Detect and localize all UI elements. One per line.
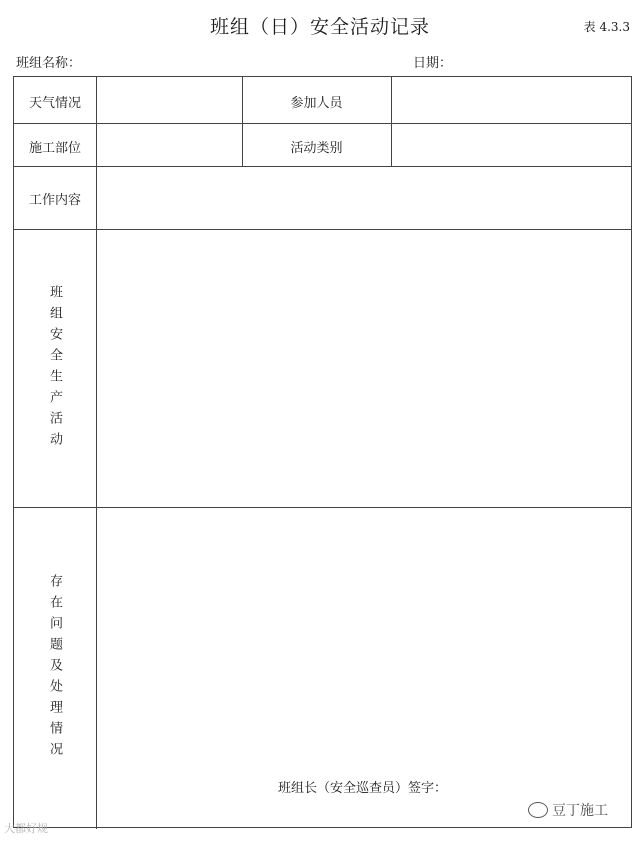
watermark-right — [528, 800, 608, 820]
watermark-left: 大都好规 — [4, 822, 48, 835]
label-column-divider — [96, 77, 97, 829]
work-content-label: 工作内容 — [28, 193, 81, 208]
team-name-label: 班组名称： — [16, 56, 82, 71]
table-number: 表 4.3.3 — [583, 20, 630, 34]
participants-label: 参加人员 — [290, 96, 343, 111]
watermark-right-text: 豆丁施工 — [552, 803, 608, 819]
activity-type-label: 活动类别 — [290, 141, 343, 156]
construction-site-label: 施工部位 — [28, 141, 81, 156]
row-divider — [14, 166, 631, 167]
column-divider — [391, 77, 392, 166]
signature-label: 班组长（安全巡查员）签字： — [278, 781, 448, 796]
date-label: 日期： — [413, 56, 453, 71]
row-divider — [14, 123, 631, 124]
wechat-icon — [528, 802, 548, 818]
problems-label: 存在问题及处理情况 — [47, 574, 62, 763]
weather-label: 天气情况 — [28, 96, 81, 111]
record-table — [13, 76, 632, 828]
safety-activity-label: 班组安全生产活动 — [47, 285, 62, 453]
form-title: 班组（日）安全活动记录 — [209, 16, 430, 38]
row-divider — [14, 507, 631, 508]
row-divider — [14, 229, 631, 230]
